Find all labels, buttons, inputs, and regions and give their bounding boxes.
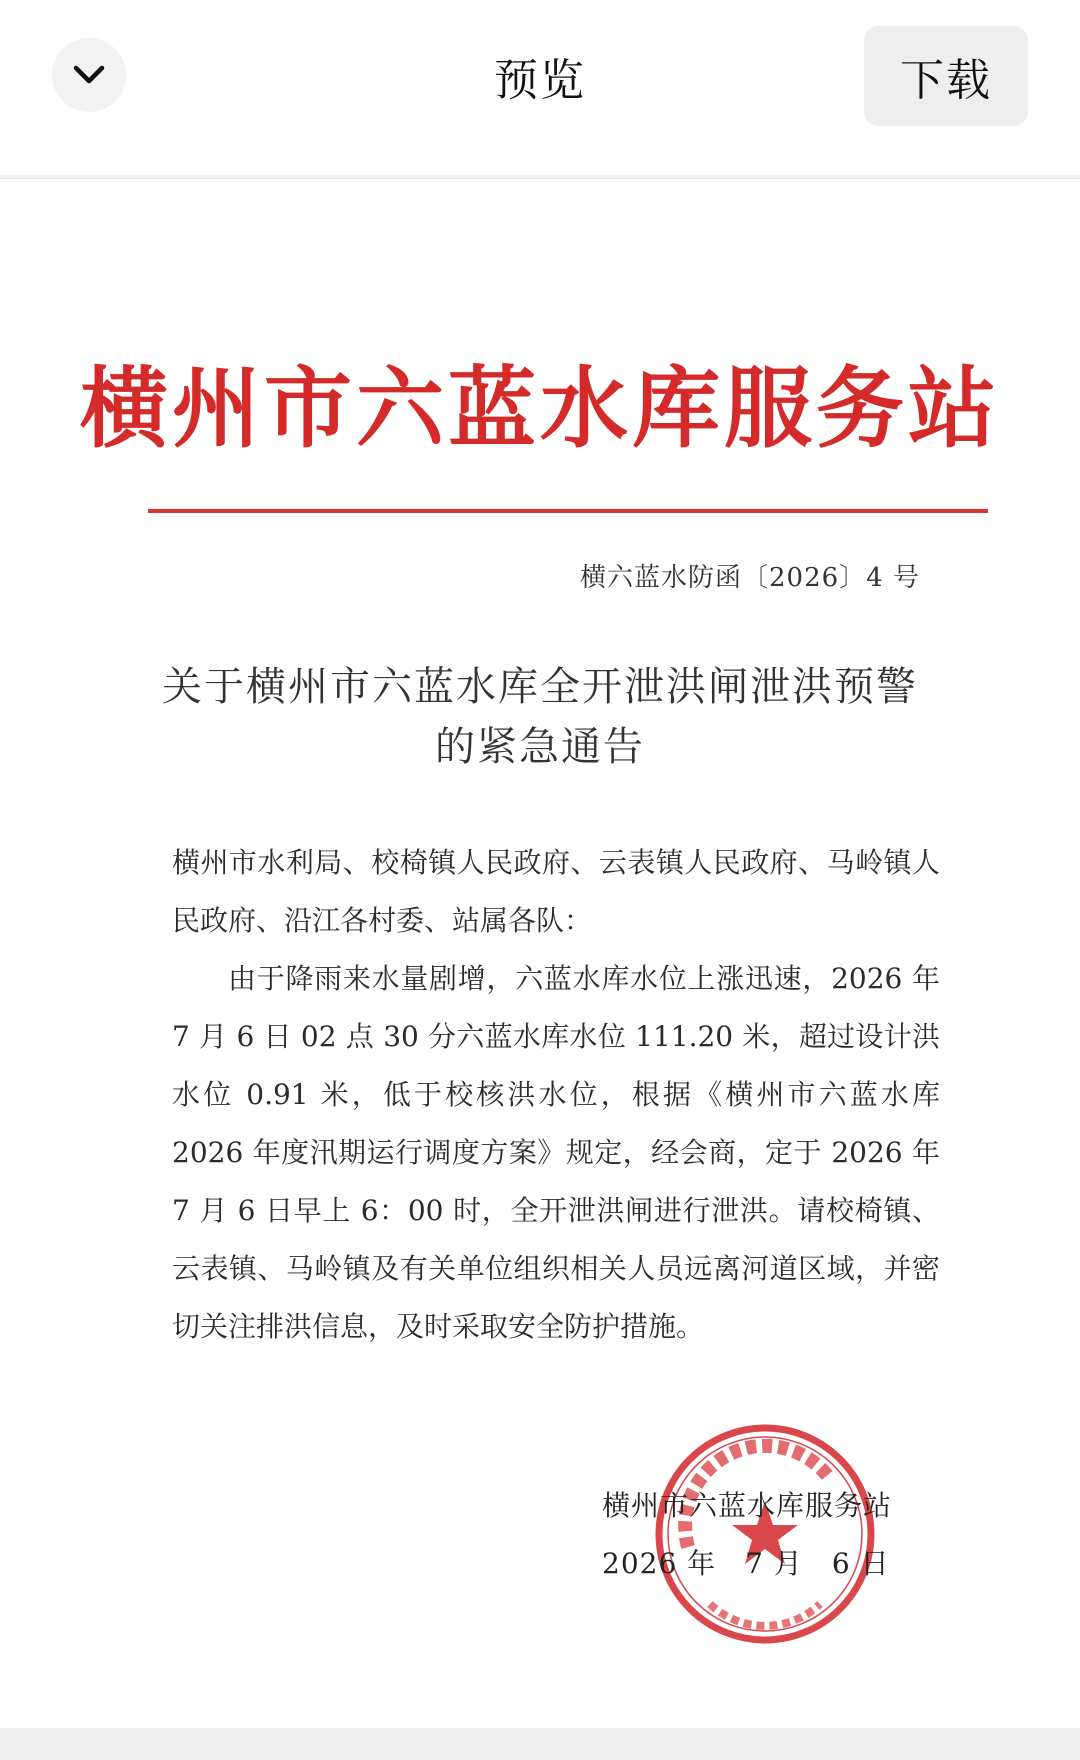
- top-bar: [0, 0, 1080, 175]
- download-button[interactable]: 下载: [864, 26, 1028, 126]
- header-divider: [148, 509, 988, 513]
- document-body: [172, 834, 940, 1356]
- signature-date: 2026 年 7 月 6 日: [602, 1547, 890, 1580]
- signature-organization: 横州市六蓝水库服务站: [602, 1489, 893, 1522]
- page-title: 预览: [494, 55, 586, 106]
- document-title: [0, 657, 1080, 777]
- document-title-line2: 的紧急通告: [435, 724, 645, 770]
- official-seal: [650, 1419, 880, 1649]
- notice-paragraph: 由于降雨来水量剧增，六蓝水库水位上涨迅速，2026 年 7 月 6 日 02 点 30 分六蓝水库水位 111.20 米，超过设计洪水位 0.91 米，低于校核洪水位，根据《横州市六蓝水库 2026 年度汛期运行调度方案》规定，经会商，定于 2026 年 7 月 6 日早上 6：00 时，全开泄洪闸进行泄洪。请校椅镇、云表镇、马岭镇及有关单位组织相关人员远离河道区域，并密切关注排洪信息，及时采取安全防护措施。: [172, 962, 940, 1343]
- org-header: 横州市六蓝水库服务站: [79, 357, 1000, 460]
- document-title-line1: 关于横州市六蓝水库全开泄洪闸泄洪预警: [162, 664, 918, 710]
- document-preview: [0, 178, 1080, 1729]
- document-number: 横六蓝水防函〔2026〕4 号: [580, 563, 920, 593]
- addressee: 横州市水利局、校椅镇人民政府、云表镇人民政府、马岭镇人民政府、沿江各村委、站属各队：: [172, 846, 940, 937]
- bottom-edge: [0, 1728, 1080, 1760]
